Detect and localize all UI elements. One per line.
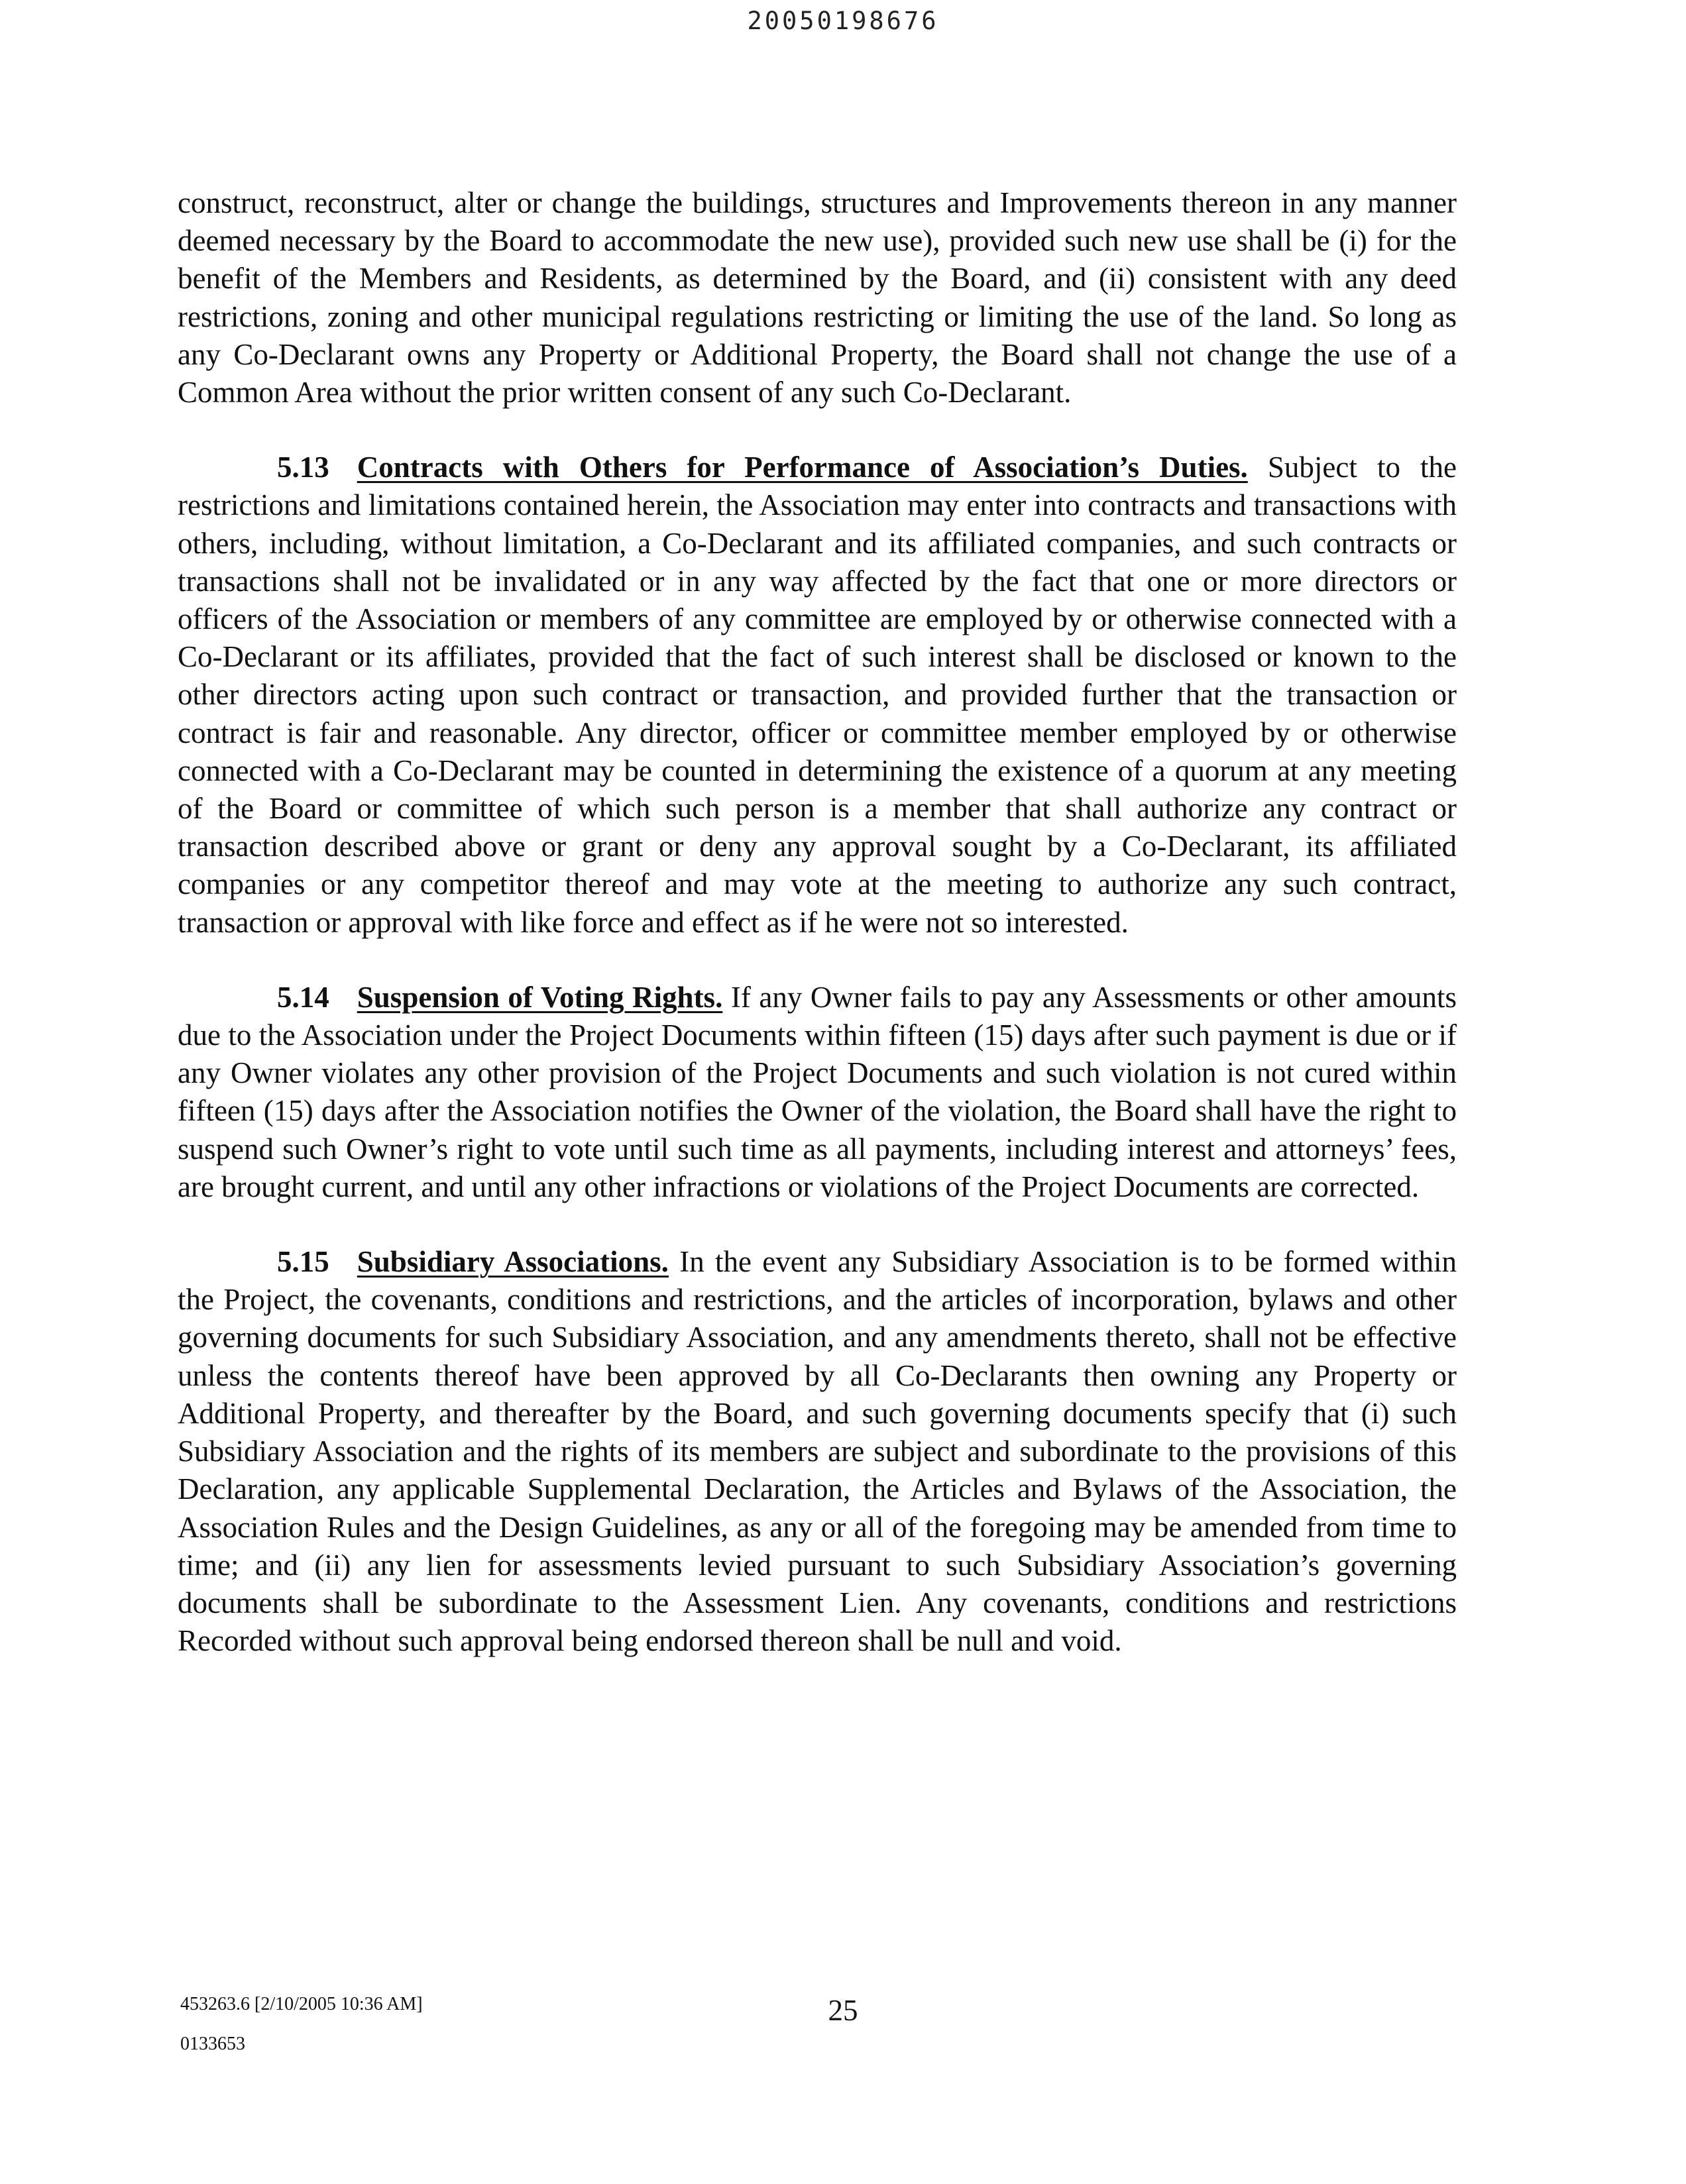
section-title: Suspension of Voting Rights. <box>357 980 723 1014</box>
section-text: Subject to the restrictions and limitations contained herein, the Association may enter into contracts and transactions with others, including, without limitation, a Co-Declarant and its affiliated companies, and such contracts or transactions shall not be invalidated or in any way affected by the fact that one or more directors or officers of the Association or members of any committee are employed by or otherwise connected with a Co-Declarant or its affiliates, provided that the fact of such interest shall be disclosed or known to the other directors acting upon such contract or transaction, and provided further that the transaction or contract is fair and reasonable. Any director, officer or committee member employed by or otherwise connected with a Co-Declarant may be counted in determining the existence of a quorum at any meeting of the Board or committee of which such person is a member that shall authorize any contract or transaction described above or grant or deny any approval sought by a Co-Declarant, its affiliated companies or any competitor thereof and may vote at the meeting to authorize any such contract, transaction or approval with like force and effect as if he were not so interested. <box>178 451 1457 939</box>
continued-paragraph: construct, reconstruct, alter or change the buildings, structures and Improvements thereon in any manner deemed necessary by the Board to accommodate the new use), provided such new use shall be (i) for the benefit of the Members and Residents, as determined by the Board, and (ii) consistent with any deed restrictions, zoning and other municipal regulations restricting or limiting the use of the land. So long as any Co-Declarant owns any Property or Additional Property, the Board shall not change the use of a Common Area without the prior written consent of any such Co-Declarant. <box>178 186 1457 410</box>
page-number: 25 <box>828 1994 858 2027</box>
section-number: 5.14 <box>277 980 329 1014</box>
section-5-15 <box>178 1243 1457 1660</box>
section-title: Contracts with Others for Performance of Association’s Duties. <box>357 451 1248 484</box>
section-title: Subsidiary Associations. <box>357 1245 669 1279</box>
document-body <box>178 184 1457 1697</box>
section-text: In the event any Subsidiary Association is to be formed within the Project, the covenants, conditions and restrictions, and the articles of incorporation, bylaws and other governing documents for such Subsidiary Association, and any amendments thereto, shall not be effective unless the contents thereof have been approved by all Co-Declarants then owning any Property or Additional Property, and thereafter by the Board, and such governing documents specify that (i) such Subsidiary Association and the rights of its members are subject and subordinate to the provisions of this Declaration, any applicable Supplemental Declaration, the Articles and Bylaws of the Association, the Association Rules and the Design Guidelines, as any or all of the foregoing may be amended from time to time; and (ii) any lien for assessments levied pursuant to such Subsidiary Association’s governing documents shall be subordinate to the Assessment Lien. Any covenants, conditions and restrictions Recorded without such approval being endorsed thereon shall be null and void. <box>178 1245 1457 1658</box>
section-number: 5.13 <box>277 451 329 484</box>
section-text: If any Owner fails to pay any Assessments or other amounts due to the Association under the Project Documents within fifteen (15) days after such payment is due or if any Owner violates any other provision of the Project Documents and such violation is not cured within fifteen (15) days after the Association notifies the Owner of the violation, the Board shall have the right to suspend such Owner’s right to vote until such time as all payments, including interest and attorneys’ fees, are brought current, and until any other infractions or violations of the Project Documents are corrected. <box>178 980 1457 1203</box>
footer-client-ref: 0133653 <box>180 2034 245 2054</box>
section-number: 5.15 <box>277 1245 329 1279</box>
section-5-13 <box>178 449 1457 942</box>
section-5-14 <box>178 979 1457 1206</box>
footer-doc-ref: 453263.6 [2/10/2005 10:36 AM] <box>180 1994 423 2014</box>
document-number: 20050198676 <box>747 7 939 35</box>
